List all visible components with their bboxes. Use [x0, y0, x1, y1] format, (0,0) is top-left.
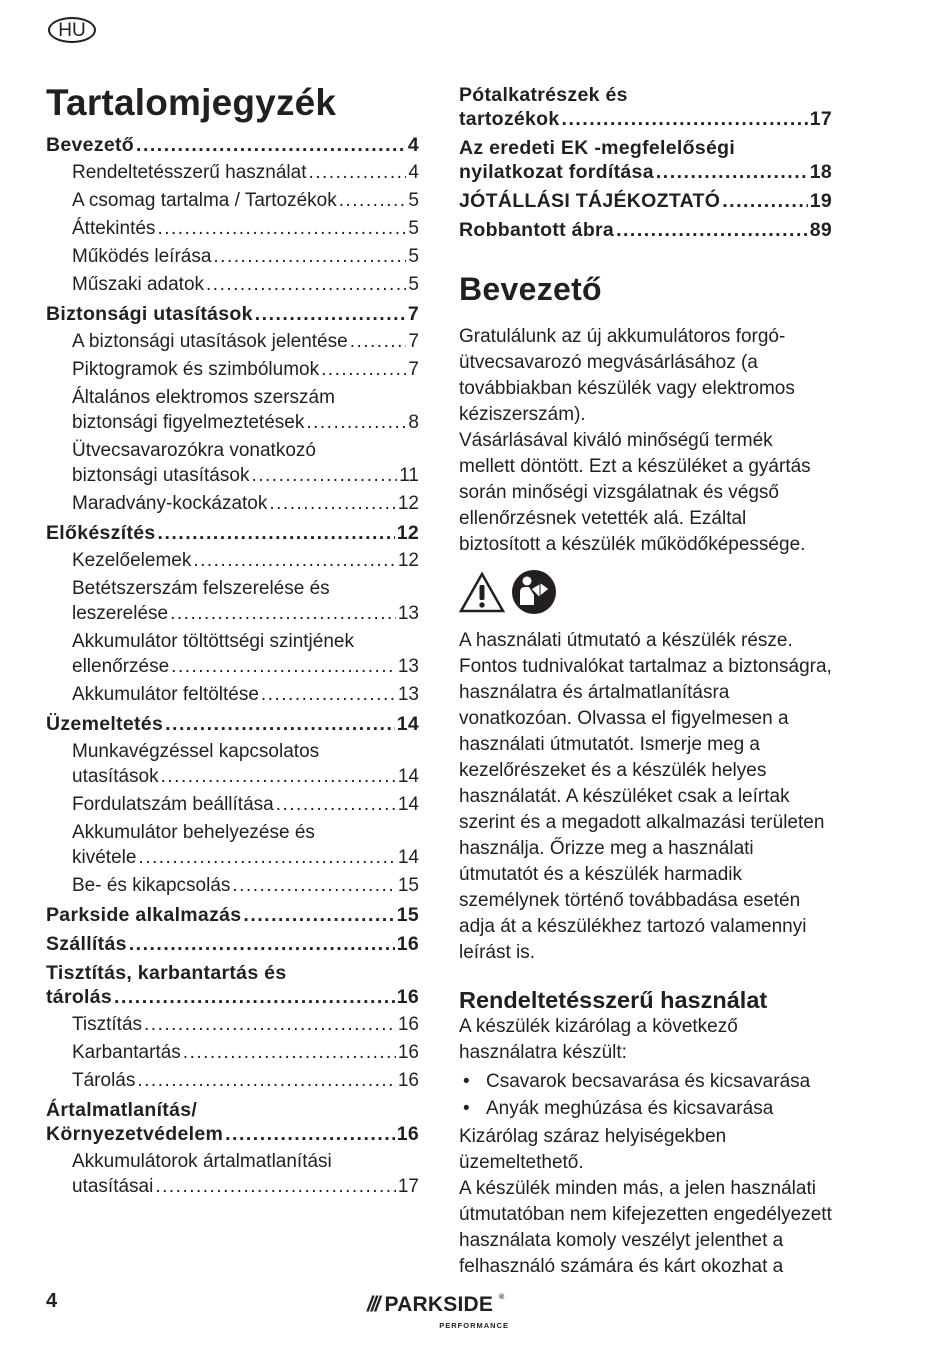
brand-name: PARKSIDE	[384, 1293, 494, 1316]
toc-entry-label: Be- és kikapcsolás	[72, 875, 231, 896]
toc-entry[interactable]	[459, 133, 832, 186]
toc-entry-label: Tárolás	[72, 1070, 136, 1091]
toc-entry-label: ellenőrzése	[72, 656, 170, 677]
toc-entry[interactable]	[46, 547, 419, 575]
toc-entry-label: Biztonsági utasítások	[46, 303, 253, 325]
toc-entry[interactable]	[46, 384, 419, 437]
toc-list-left	[46, 130, 419, 1201]
toc-entry[interactable]	[46, 872, 419, 900]
toc-entry-page: 5	[408, 218, 419, 239]
toc-dot-leader	[161, 764, 396, 789]
toc-entry[interactable]	[46, 738, 419, 791]
toc-entry-label: utasításai	[72, 1176, 154, 1197]
toc-entry[interactable]	[46, 130, 419, 159]
toc-entry-page: 17	[809, 108, 832, 130]
toc-entry[interactable]	[46, 187, 419, 215]
toc-entry[interactable]	[46, 791, 419, 819]
intended-use-paragraph-2: Kizárólag száraz helyiségekben üzemeltethető.	[459, 1126, 727, 1173]
toc-dot-leader	[157, 216, 406, 241]
toc-entry-label-first-line: Munkavégzéssel kapcsolatos	[72, 741, 320, 762]
toc-entry-page: 13	[397, 603, 419, 624]
toc-entry-page: 15	[397, 875, 419, 896]
toc-dot-leader	[339, 188, 407, 213]
toc-entry-page: 5	[408, 274, 419, 295]
toc-entry[interactable]	[46, 709, 419, 738]
toc-left-column	[46, 70, 419, 1201]
toc-entry-page: 16	[397, 1014, 419, 1035]
toc-entry-label: leszerelése	[72, 603, 169, 624]
brand-subline: PERFORMANCE	[439, 1321, 509, 1330]
toc-entry-label: biztonsági figyelmeztetések	[72, 412, 305, 433]
toc-entry-label-first-line: Az eredeti EK -megfelelőségi	[459, 137, 736, 159]
read-manual-icon	[511, 569, 557, 620]
toc-entry-label: Üzemeltetés	[46, 713, 164, 735]
toc-entry-label: Tisztítás	[72, 1014, 143, 1035]
toc-dot-leader	[306, 410, 406, 435]
toc-dot-leader	[261, 682, 396, 707]
toc-dot-leader	[155, 1174, 396, 1199]
toc-dot-leader	[183, 1040, 396, 1065]
toc-entry-page: 16	[397, 1070, 419, 1091]
toc-dot-leader	[138, 845, 395, 870]
toc-entry[interactable]	[46, 1011, 419, 1039]
toc-entry[interactable]	[46, 900, 419, 929]
toc-entry-page: 8	[408, 412, 419, 433]
toc-entry-label: Piktogramok és szimbólumok	[72, 359, 320, 380]
toc-entry-label: JÓTÁLLÁSI TÁJÉKOZTATÓ	[459, 190, 721, 212]
intended-use-title: Rendeltetésszerű használat	[459, 987, 768, 1013]
toc-dot-leader	[137, 1068, 396, 1093]
toc-entry[interactable]	[46, 299, 419, 328]
toc-entry[interactable]	[46, 215, 419, 243]
toc-entry-page: 4	[407, 134, 419, 156]
toc-entry[interactable]	[459, 215, 832, 244]
toc-entry-page: 4	[408, 162, 419, 183]
toc-entry-label: Áttekintés	[72, 218, 156, 239]
toc-entry-label: tartozékok	[459, 108, 560, 130]
intro-paragraph-3: A használati útmutató a készülék része. Fontos tudnivalókat tartalmaz a biztonságra, használatra és ártalmatlanításra vonatkozóan. Olvassa el figyelmesen a használati útmutatót. Ismerje meg a kezelőrészeket és a készülék helyes használatát. A készüléket csak a leírtak szerint és a megadott alkalmazási területen használja. Őrizze meg a használati útmutatót és a készülék harmadik személynek történő továbbadása esetén adja át a készülékhez tartozó valamennyi leírást is.	[459, 630, 832, 963]
toc-dot-leader	[225, 1122, 395, 1146]
list-item: • Csavarok becsavarása és kicsavarása	[459, 1068, 832, 1095]
toc-entry-label-first-line: Tisztítás, karbantartás és	[46, 962, 287, 984]
toc-entry-page: 7	[407, 303, 419, 325]
toc-dot-leader	[136, 133, 406, 157]
intro-paragraph-2: Vásárlásával kiváló minőségű termék mellett döntött. Ezt a készüléket a gyártás során minőségi vizsgálatnak és végső ellenőrzésnek vetették alá. Ezáltal biztosított a készülék működőképessége.	[459, 430, 811, 555]
toc-entry-label-first-line: Akkumulátor behelyezése és	[72, 822, 315, 843]
list-item: • Anyák meghúzása és kicsavarása	[459, 1095, 832, 1122]
toc-entry-label: tárolás	[46, 986, 113, 1008]
toc-dot-leader	[213, 244, 406, 269]
toc-entry-label-first-line: Akkumulátor töltöttségi szintjének	[72, 631, 354, 652]
toc-entry-label-first-line: Általános elektromos szerszám	[72, 387, 335, 408]
toc-entry-label: Bevezető	[46, 134, 135, 156]
intended-use-list	[459, 1068, 832, 1122]
toc-dot-leader	[321, 357, 406, 382]
intended-use-paragraph-3: A készülék minden más, a jelen használati útmutatóban nem kifejezetten engedélyezett használata komoly veszélyt jelenthet a felhasználó számára és kárt okozhat a	[459, 1178, 832, 1277]
toc-dot-leader	[276, 792, 396, 817]
intro-paragraph-1: Gratulálunk az új akkumulátoros forgó-ütvecsavarozó megvásárlásához (a továbbiakban készülék vagy elektromos kéziszerszám).	[459, 326, 795, 425]
toc-entry-page: 16	[396, 1123, 419, 1145]
toc-entry[interactable]	[46, 518, 419, 547]
toc-entry-label: Parkside alkalmazás	[46, 904, 242, 926]
toc-dot-leader	[129, 932, 395, 956]
toc-entry-label: Környezetvédelem	[46, 1123, 224, 1145]
toc-dot-leader	[722, 189, 807, 213]
toc-entry-label: Rendeltetésszerű használat	[72, 162, 307, 183]
toc-entry[interactable]	[46, 490, 419, 518]
toc-entry-page: 19	[809, 190, 832, 212]
toc-entry-page: 7	[408, 331, 419, 352]
toc-entry[interactable]	[46, 575, 419, 628]
toc-list-right	[459, 80, 832, 244]
toc-entry[interactable]	[46, 681, 419, 709]
toc-entry-label: Műszaki adatok	[72, 274, 205, 295]
toc-entry-label: Kezelőelemek	[72, 550, 192, 571]
intended-use-paragraph-1: A készülék kizárólag a következő használatra készült:	[459, 1016, 738, 1063]
toc-entry[interactable]	[46, 271, 419, 299]
toc-entry-page: 5	[408, 246, 419, 267]
toc-entry-page: 13	[397, 656, 419, 677]
toc-entry-label: Akkumulátor feltöltése	[72, 684, 259, 705]
toc-entry-label: Robbantott ábra	[459, 219, 615, 241]
toc-entry-label: utasítások	[72, 766, 159, 787]
toc-entry-page: 18	[809, 161, 832, 183]
toc-entry[interactable]	[46, 328, 419, 356]
toc-entry-page: 5	[408, 190, 419, 211]
toc-entry-label: Előkészítés	[46, 522, 156, 544]
language-code: HU	[58, 19, 86, 41]
toc-entry-page: 15	[396, 904, 419, 926]
warning-triangle-icon	[459, 571, 505, 618]
toc-entry-label: A biztonsági utasítások jelentése	[72, 331, 348, 352]
toc-dot-leader	[308, 160, 406, 185]
toc-entry-label-first-line: Akkumulátorok ártalmatlanítási	[72, 1151, 332, 1172]
toc-entry[interactable]	[46, 1067, 419, 1095]
toc-dot-leader	[350, 329, 407, 354]
intro-title: Bevezető	[459, 271, 602, 307]
toc-entry-label: Karbantartás	[72, 1042, 181, 1063]
page-number: 4	[46, 1290, 58, 1312]
toc-entry[interactable]	[46, 1095, 419, 1148]
toc-entry[interactable]	[46, 356, 419, 384]
toc-entry[interactable]	[46, 159, 419, 187]
toc-dot-leader	[269, 491, 395, 516]
toc-entry-page: 16	[397, 1042, 419, 1063]
toc-entry[interactable]	[46, 437, 419, 490]
toc-entry[interactable]	[46, 929, 419, 958]
toc-entry[interactable]	[46, 1039, 419, 1067]
toc-entry-label: Szállítás	[46, 933, 127, 955]
toc-entry-label: Működés leírása	[72, 246, 212, 267]
toc-entry-label: Fordulatszám beállítása	[72, 794, 274, 815]
toc-entry-label-first-line: Ártalmatlanítás/	[46, 1099, 198, 1121]
toc-entry[interactable]	[46, 819, 419, 872]
toc-entry[interactable]	[459, 80, 832, 133]
toc-dot-leader	[114, 985, 395, 1009]
toc-entry[interactable]	[459, 186, 832, 215]
toc-dot-leader	[206, 272, 406, 297]
toc-entry-page: 14	[397, 794, 419, 815]
toc-dot-leader	[251, 463, 397, 488]
toc-entry[interactable]	[46, 243, 419, 271]
language-badge	[48, 17, 96, 43]
toc-dot-leader	[170, 601, 396, 626]
right-column	[459, 80, 832, 1280]
toc-entry[interactable]	[46, 1148, 419, 1201]
toc-entry-page: 11	[399, 465, 419, 486]
toc-entry[interactable]	[46, 628, 419, 681]
toc-dot-leader	[232, 873, 395, 898]
toc-entry-page: 17	[397, 1176, 419, 1197]
registered-mark: ®	[499, 1294, 505, 1301]
toc-dot-leader	[144, 1012, 396, 1037]
toc-title: Tartalomjegyzék	[46, 82, 337, 123]
toc-entry-page: 13	[397, 684, 419, 705]
toc-dot-leader	[562, 107, 808, 131]
toc-entry-page: 14	[396, 713, 419, 735]
toc-entry-label: biztonsági utasítások	[72, 465, 250, 486]
brand-logo	[367, 1294, 517, 1330]
toc-entry-page: 14	[397, 847, 419, 868]
toc-entry-label: A csomag tartalma / Tartozékok	[72, 190, 337, 211]
toc-entry-page: 12	[397, 550, 419, 571]
toc-entry-label: nyilatkozat fordítása	[459, 161, 654, 183]
toc-dot-leader	[165, 712, 395, 736]
toc-entry-page: 16	[396, 986, 419, 1008]
toc-entry[interactable]	[46, 958, 419, 1011]
toc-dot-leader	[255, 302, 406, 326]
toc-entry-label-first-line: Pótalkatrészek és	[459, 84, 628, 106]
toc-dot-leader	[656, 160, 808, 184]
toc-entry-page: 89	[809, 219, 832, 241]
toc-entry-page: 12	[397, 493, 419, 514]
toc-entry-page: 16	[396, 933, 419, 955]
safety-icons	[459, 570, 832, 618]
toc-entry-label-first-line: Ütvecsavarozókra vonatkozó	[72, 440, 316, 461]
toc-entry-label: kivétele	[72, 847, 137, 868]
toc-dot-leader	[193, 548, 396, 573]
toc-entry-page: 12	[396, 522, 419, 544]
toc-entry-page: 14	[397, 766, 419, 787]
toc-dot-leader	[158, 521, 395, 545]
toc-dot-leader	[171, 654, 396, 679]
toc-dot-leader	[243, 903, 394, 927]
brand-slashes-icon: ///	[367, 1293, 379, 1316]
toc-entry-page: 7	[408, 359, 419, 380]
toc-entry-label-first-line: Betétszerszám felszerelése és	[72, 578, 330, 599]
toc-entry-label: Maradvány-kockázatok	[72, 493, 268, 514]
toc-dot-leader	[616, 218, 808, 242]
